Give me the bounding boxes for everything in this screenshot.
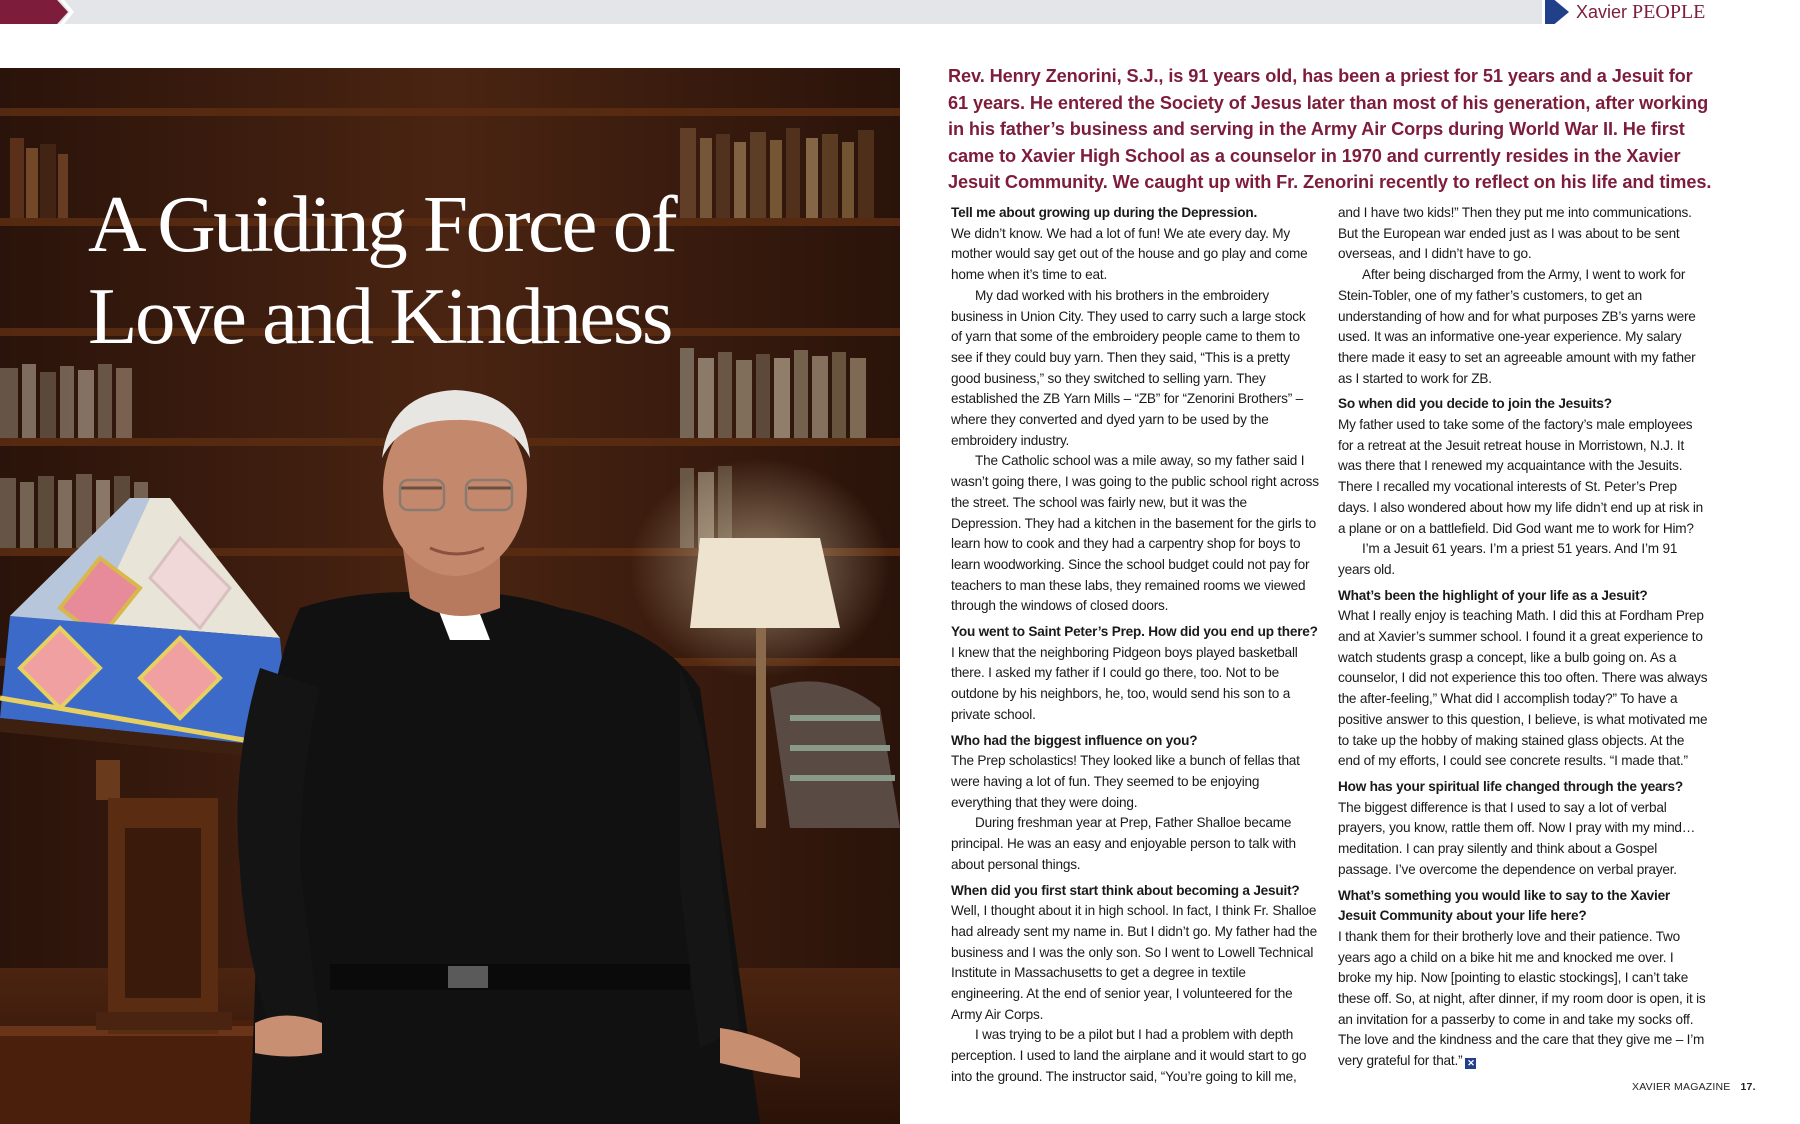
- interview-paragraph: [951, 451, 1319, 617]
- interview-question: [1338, 394, 1708, 415]
- interview-paragraph: [1338, 539, 1708, 580]
- paragraph-text: You went to Saint Peter’s Prep. How did you end up there?: [951, 624, 1318, 640]
- text-column-2: [1338, 203, 1708, 1072]
- portrait-photo: [0, 68, 900, 1124]
- interview-question: [1338, 777, 1708, 798]
- paragraph-text: So when did you decide to join the Jesuits?: [1338, 396, 1612, 412]
- paragraph-text: How has your spiritual life changed through the years?: [1338, 778, 1683, 794]
- paragraph-text: Who had the biggest influence on you?: [951, 732, 1198, 748]
- paragraph-text: What I really enjoy is teaching Math. I did this at Fordham Prep and at Xavier’s summer school. I found it a great experience to watch students grasp a concept, like a bulb going on. As a counselor, I did not experience this too often. There was always the after-feeling,” What did I accomplish today?” To have a positive answer to this question, I believe, is what motivated me to take up the hobby of making stained glass objects. At the end of my efforts, I could see concrete results. “I made that.”: [1338, 608, 1708, 769]
- paragraph-text: My dad worked with his brothers in the embroidery business in Union City. They used to carry such a large stock of yarn that some of the embroidery people came to them to see if they could buy yarn. Then they said, “This is a pretty good business,” so they switched to selling yarn. They established the ZB Yarn Mills – “ZB” for “Zenorini Brothers” – where they converted and dyed yarn to be used by the embroidery industry.: [951, 287, 1306, 448]
- interview-question: [951, 203, 1319, 224]
- interview-paragraph: [951, 643, 1319, 726]
- page-number: 17.: [1740, 1081, 1756, 1093]
- article-intro: Rev. Henry Zenorini, S.J., is 91 years old, has been a priest for 51 years and a Jesuit for 61 years. He entered the Society of Jesus later than most of his generation, after working in his father’s business and serving in the Army Air Corps during World War II. He first came to Xavier High School as a counselor in 1970 and currently resides in the Xavier Jesuit Community. We caught up with Fr. Zenorini recently to reflect on his life and times.: [948, 66, 1712, 192]
- headline-line-1: A Guiding Force of: [88, 179, 676, 269]
- paragraph-text: During freshman year at Prep, Father Shalloe became principal. He was an easy and enjoyable person to talk with about personal things.: [951, 815, 1296, 872]
- paragraph-text: When did you first start think about becoming a Jesuit?: [951, 882, 1300, 898]
- paragraph-text: I knew that the neighboring Pidgeon boys played basketball there. I asked my father if I could go there, too. Not to be outdone by his neighbors, he, too, would send his son to a private school.: [951, 644, 1298, 722]
- interview-question: [1338, 886, 1708, 927]
- end-mark-icon: ✕: [1467, 1058, 1475, 1069]
- paragraph-text: I’m a Jesuit 61 years. I’m a priest 51 years. And I’m 91 years old.: [1338, 541, 1678, 577]
- interview-paragraph: [1338, 798, 1708, 881]
- interview-paragraph: [951, 224, 1319, 286]
- interview-paragraph: [951, 286, 1319, 452]
- paragraph-text: Tell me about growing up during the Depression.: [951, 205, 1258, 220]
- magazine-name: XAVIER MAGAZINE: [1632, 1081, 1731, 1093]
- interview-paragraph: [951, 751, 1319, 813]
- page-folio: [1632, 1081, 1756, 1093]
- interview-paragraph: [1338, 203, 1708, 265]
- paragraph-text: The biggest difference is that I used to say a lot of verbal prayers, you know, rattle them off. Now I pray with my mind… meditation. I can pray silently and think about a Gospel passage. I’ve overcome the dependence on verbal prayer.: [1338, 799, 1696, 877]
- interview-paragraph: [951, 901, 1319, 1025]
- paragraph-text: We didn’t know. We had a lot of fun! We ate every day. My mother would say get out of the house and go play and come home when it’s time to eat.: [951, 225, 1308, 283]
- paragraph-text: Well, I thought about it in high school. In fact, I think Fr. Shalloe had already sent my name in. But I didn’t go. My father had the business and I was the only son. So I went to Lowell Technical Institute in Massachusetts to get a degree in textile engineering. At the end of senior year, I volunteered for the Army Air Corps.: [951, 903, 1317, 1022]
- interview-paragraph: [1338, 265, 1708, 389]
- section-name: PEOPLE: [1632, 1, 1706, 23]
- top-band: [0, 0, 1800, 24]
- left-arrow-tab: [0, 0, 68, 24]
- interview-question: [951, 622, 1319, 643]
- paragraph-text: and I have two kids!” Then they put me into communications. But the European war ended just as I was about to be sent overseas, and I didn’t have to go.: [1338, 205, 1692, 262]
- paragraph-text: The Prep scholastics! They looked like a bunch of fellas that were having a lot of fun. They seemed to be enjoying everything that they were doing.: [951, 753, 1300, 810]
- section-arrow-icon: [1545, 0, 1569, 24]
- text-column-1: [951, 203, 1319, 1088]
- interview-question: [951, 881, 1319, 902]
- section-header: [1542, 0, 1800, 24]
- section-brand: Xavier: [1576, 2, 1628, 22]
- interview-paragraph: [1338, 606, 1708, 772]
- paragraph-text: I was trying to be a pilot but I had a problem with depth perception. I used to land the airplane and it would start to go into the ground. The instructor said, “You’re going to kill me,: [951, 1027, 1307, 1084]
- article-headline: [88, 178, 848, 362]
- paragraph-text: The Catholic school was a mile away, so my father said I wasn’t going there, I was going to the public school right across the street. The school was fairly new, but it was the Depression. They had a kitchen in the basement for the girls to learn how to cook and they had a carpentry shop for boys to learn woodworking. Since the school budget could not pay for teachers to man these labs, they remained rooms we viewed through the windows of closed doors.: [951, 453, 1319, 614]
- section-label: [1576, 1, 1705, 24]
- interview-question: [951, 731, 1319, 752]
- paragraph-text: What’s been the highlight of your life as a Jesuit?: [1338, 587, 1648, 603]
- interview-question: [1338, 586, 1708, 607]
- interview-paragraph: [1338, 415, 1708, 539]
- interview-paragraph: [951, 813, 1319, 875]
- interview-paragraph: [951, 1025, 1319, 1087]
- headline-line-2: Love and Kindness: [88, 271, 671, 361]
- paragraph-text: I thank them for their brotherly love and their patience. Two years ago a child on a bike hit me and knocked me over. I broke my hip. Now [pointing to elastic stockings], I can’t take these off. So, at night, after dinner, if my room door is open, it is an invitation for a passerby to come in and take my socks off. The love and the kindness and the care that they give me – I’m very grateful for that.”: [1338, 928, 1706, 1069]
- paragraph-text: My father used to take some of the factory’s male employees for a retreat at the Jesuit retreat house in Morristown, N.J. It was there that I renewed my acquaintance with the Jesuits. There I recalled my vocational interests of St. Peter’s Prep days. I also wondered about how my life didn’t end up at risk in a plane or on a battlefield. Did God want me to work for Him?: [1338, 417, 1704, 536]
- paragraph-text: What’s something you would like to say to the Xavier Jesuit Community about your life here?: [1338, 887, 1671, 924]
- interview-paragraph: [1338, 927, 1708, 1072]
- paragraph-text: After being discharged from the Army, I went to work for Stein-Tobler, one of my father’s customers, to get an understanding of how and for what purposes ZB’s yarns were used. It was an informative one-year experience. My salary there made it easy to set an agreeable amount with my father as I started to work for ZB.: [1338, 267, 1696, 386]
